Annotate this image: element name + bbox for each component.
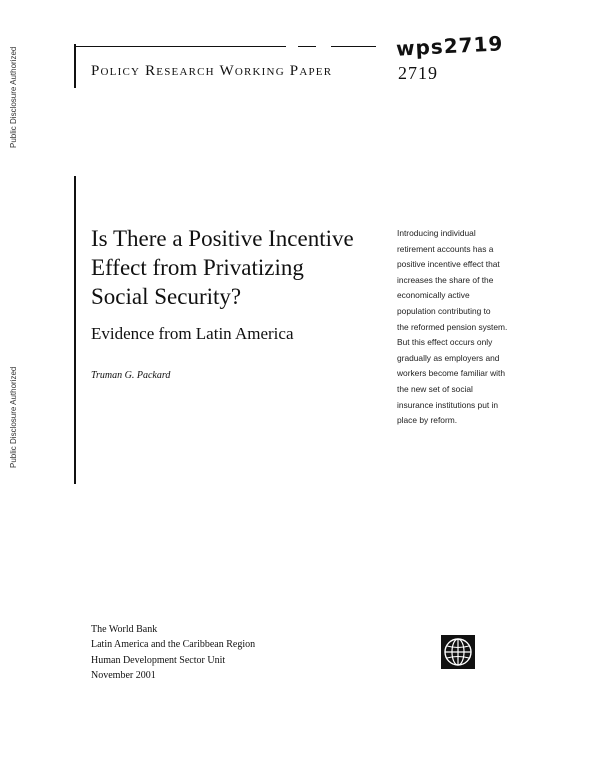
author: Truman G. Packard xyxy=(91,370,171,381)
abstract-line: workers become familiar with xyxy=(397,368,505,379)
paper-title xyxy=(91,224,381,311)
series-title: Policy Research Working Paper xyxy=(91,63,333,79)
abstract-line: Introducing individual xyxy=(397,228,476,238)
publication-date: November 2001 xyxy=(91,670,156,682)
abstract-line: the reformed pension system. xyxy=(397,321,508,332)
abstract-line: increases the share of the xyxy=(397,274,494,285)
paper-number: 2719 xyxy=(398,63,438,83)
disclosure-label-middle: Public Disclosure Authorized xyxy=(9,366,18,468)
publisher-unit: Human Development Sector Unit xyxy=(91,654,226,666)
handwritten-id: wps2719 xyxy=(395,31,504,61)
abstract-line: place by reform. xyxy=(397,415,458,426)
publisher-region: Latin America and the Caribbean Region xyxy=(91,639,256,651)
abstract-line: population contributing to xyxy=(397,305,491,316)
abstract xyxy=(397,226,565,429)
abstract-line: positive incentive effect that xyxy=(397,259,500,270)
publisher-block xyxy=(91,622,255,684)
abstract-line: But this effect occurs only xyxy=(397,337,493,348)
abstract-line: insurance institutions put in xyxy=(397,399,499,410)
abstract-line: gradually as employers and xyxy=(397,352,500,363)
abstract-line: economically active xyxy=(397,290,470,301)
left-rule xyxy=(74,180,76,484)
abstract-line: the new set of social xyxy=(397,383,473,394)
publisher-name: The World Bank xyxy=(91,624,158,635)
title-line: Is There a Positive Incentive xyxy=(91,226,354,251)
top-rule xyxy=(76,46,376,47)
paper-subtitle: Evidence from Latin America xyxy=(91,324,294,343)
title-line: Social Security? xyxy=(91,284,242,309)
title-line: Effect from Privatizing xyxy=(91,255,304,280)
abstract-line: retirement accounts has a xyxy=(397,243,494,254)
world-bank-globe-icon xyxy=(441,635,475,669)
disclosure-label-top: Public Disclosure Authorized xyxy=(9,46,18,148)
